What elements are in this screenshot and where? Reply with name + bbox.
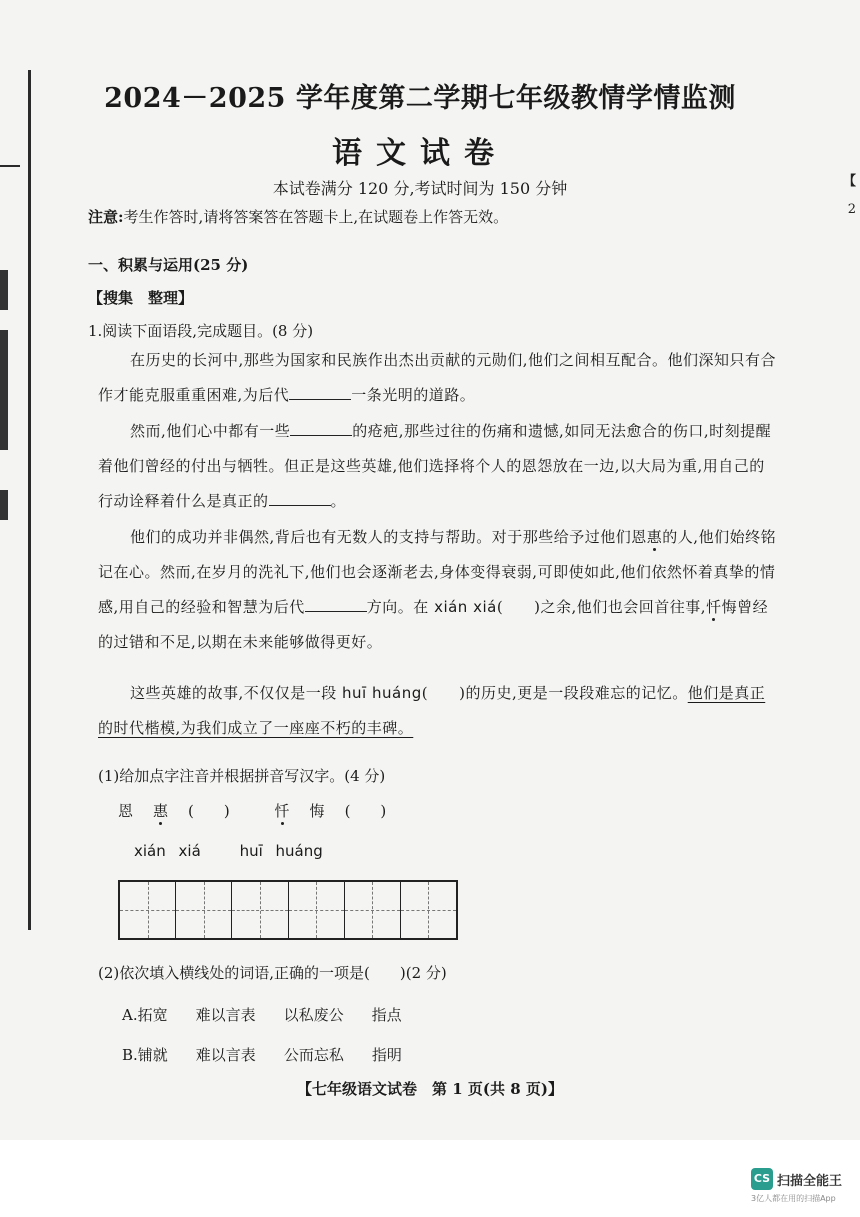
exam-title: 2024－2025 学年度第二学期七年级教情学情监测 — [104, 83, 736, 114]
scanner-watermark — [751, 1168, 842, 1204]
grid-cell[interactable] — [120, 882, 176, 938]
option-word: 难以言表 — [195, 1046, 256, 1064]
grid-cell[interactable] — [176, 882, 232, 938]
option-a[interactable] — [122, 1004, 430, 1025]
brand-name: 扫描全能王 — [776, 1173, 842, 1189]
passage-para-2 — [98, 414, 778, 519]
underlined-sentence: 他们是真正的时代楷模,为我们成立了一座座不朽的丰碑。 — [98, 684, 766, 737]
para-text: 一条光明的道路。 — [351, 386, 476, 404]
cs-logo-icon: CS — [751, 1168, 773, 1190]
writing-grid[interactable] — [118, 880, 458, 940]
fill-blank[interactable] — [290, 421, 352, 436]
dotted-char: 忏 — [706, 598, 722, 616]
binding-tick — [0, 165, 20, 167]
pinyin-syllable: huáng — [275, 842, 323, 860]
para-text: 。 — [330, 492, 347, 510]
option-word: 难以言表 — [195, 1006, 256, 1024]
answer-paren[interactable]: ( ) — [188, 802, 230, 820]
sub-question-1: (1)给加点字注音并根据拼音写汉字。(4 分) — [98, 767, 386, 785]
para-text: ( )之余,他们也会回首往事, — [496, 598, 707, 616]
edge-bracket: 【 — [842, 174, 856, 189]
dotted-char: 惠 — [153, 802, 169, 820]
question-1: 1.阅读下面语段,完成题目。(8 分) — [88, 322, 314, 340]
para-text: 他们的成功并非偶然,背后也有无数人的支持与帮助。对于那些给予过他们恩 — [130, 528, 647, 546]
pinyin-text: huī huáng — [342, 684, 422, 702]
answer-paren[interactable]: ( ) — [344, 802, 387, 820]
para-text: ( )的历史,更是一段段难忘的记忆。 — [421, 684, 688, 702]
option-label: B.铺就 — [122, 1046, 168, 1064]
fill-blank[interactable] — [269, 491, 331, 506]
option-word: 指点 — [371, 1006, 402, 1024]
para-text: 在历史的长河中,那些为国家和民族作出杰出贡献的元勋们,他们之间相互配合。他们深知只有合作才能克服重重困难,为后代 — [98, 351, 777, 404]
word-1 — [118, 802, 250, 820]
score-note: 本试卷满分 120 分,考试时间为 150 分钟 — [272, 179, 568, 198]
exam-subject: 语文试卷 — [332, 136, 508, 171]
word-char: 悔 — [309, 802, 325, 820]
binding-mark — [0, 490, 8, 520]
passage-para-1 — [98, 343, 778, 413]
para-text: 悔曾经的过错和不足,以期在未来能够做得更好。 — [98, 598, 769, 651]
brand-tagline: 3亿人都在用的扫描App — [750, 1194, 836, 1203]
notice-label: 注意: — [88, 208, 124, 226]
binding-mark — [0, 270, 8, 310]
fill-blank[interactable] — [289, 385, 351, 400]
dotted-char: 惠 — [646, 528, 663, 546]
annotation-words — [118, 800, 426, 821]
grid-cell[interactable] — [401, 882, 456, 938]
option-b[interactable] — [122, 1044, 430, 1065]
binding-mark — [0, 330, 8, 450]
word-2 — [275, 802, 407, 820]
passage-para-4 — [98, 676, 778, 746]
bracket-title: 【搜集 整理】 — [88, 289, 194, 307]
sub-question-2: (2)依次填入横线处的词语,正确的一项是( )(2 分) — [98, 964, 447, 982]
option-word: 公而忘私 — [283, 1046, 344, 1064]
dotted-char: 忏 — [274, 802, 290, 820]
notice — [88, 206, 508, 227]
passage-para-3 — [98, 520, 778, 660]
pinyin-text: xián xiá — [434, 598, 497, 616]
binding-line — [28, 70, 31, 930]
grid-cell[interactable] — [232, 882, 288, 938]
para-text: 然而,他们心中都有一些 — [130, 422, 291, 440]
word-char: 恩 — [118, 802, 134, 820]
para-text: 的人,他们始终铭记在心。然而,在岁月的洗礼下,他们也会逐渐老去,身体变得衰弱,可即使如此,他们依然怀着真挚的情感,用自己的经验和智慧为后代 — [98, 528, 777, 616]
edge-number: 2 — [847, 202, 856, 217]
option-label: A.拓宽 — [122, 1006, 168, 1024]
pinyin-syllable: huī — [239, 842, 263, 860]
notice-text: 考生作答时,请将答案答在答题卡上,在试题卷上作答无效。 — [123, 208, 509, 226]
grid-cell[interactable] — [345, 882, 401, 938]
para-text: 这些英雄的故事,不仅仅是一段 — [130, 684, 343, 702]
fill-blank[interactable] — [305, 597, 367, 612]
option-word: 指明 — [371, 1046, 402, 1064]
pinyin-row — [134, 842, 331, 860]
para-text: 的疮疤,那些过往的伤痛和遗憾,如同无法愈合的伤口,时刻提醒着他们曾经的付出与牺牲。但正是这些英雄,他们选择将个人的恩怨放在一边,以大局为重,用自己的行动诠释着什么是真正的 — [98, 422, 772, 510]
option-word: 以私废公 — [283, 1006, 344, 1024]
pinyin-syllable: xián — [134, 842, 166, 860]
section-title: 一、积累与运用(25 分) — [88, 256, 249, 274]
grid-cell[interactable] — [289, 882, 345, 938]
para-text: 方向。在 — [366, 598, 435, 616]
pinyin-syllable: xiá — [178, 842, 201, 860]
page-footer: 【七年级语文试卷 第 1 页(共 8 页)】 — [297, 1080, 563, 1098]
